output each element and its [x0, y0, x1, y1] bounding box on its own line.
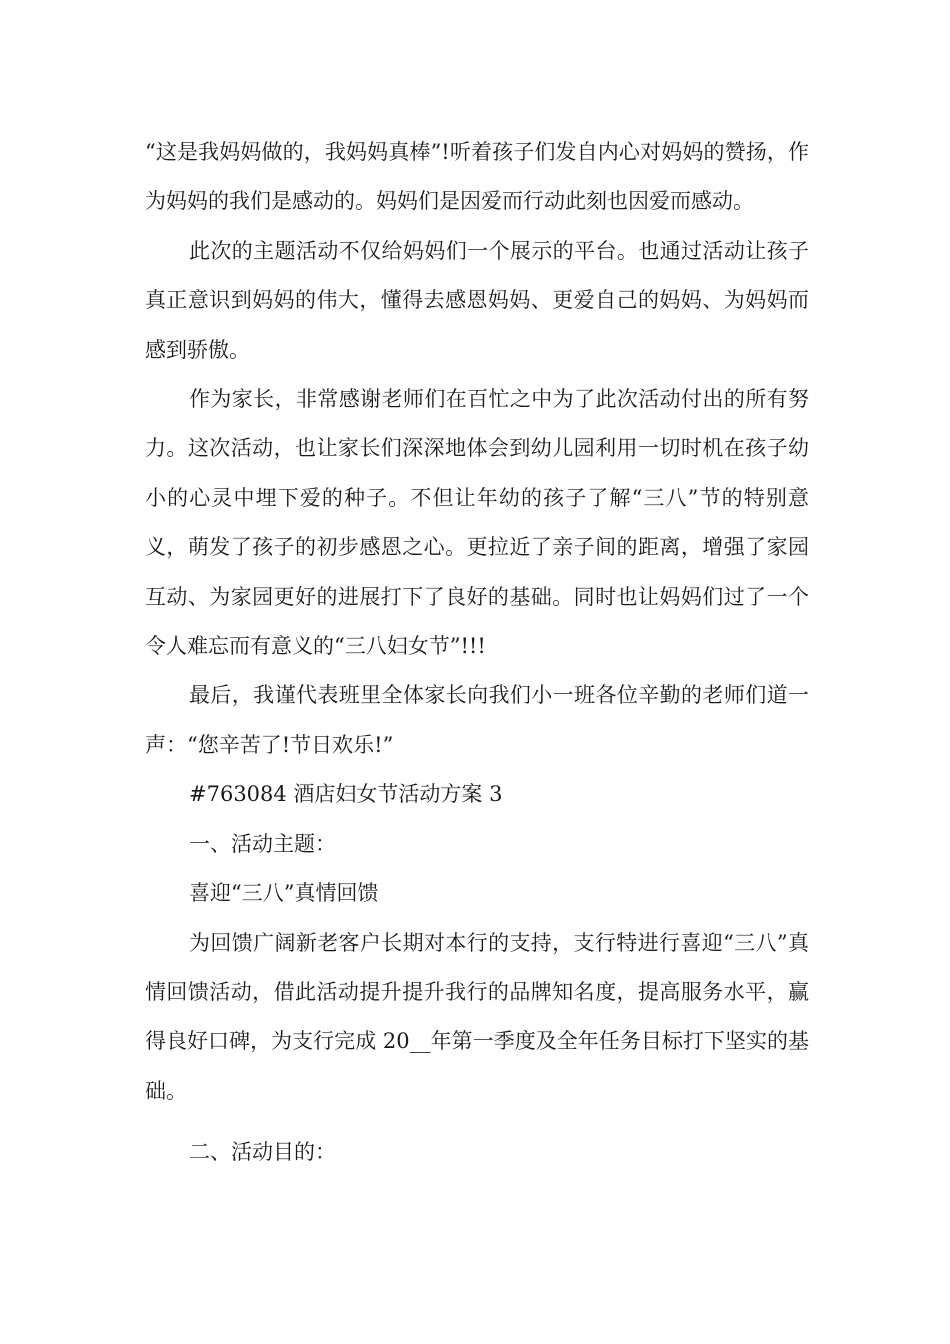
- heading-activity-theme: 一、活动主题：: [189, 831, 336, 856]
- paragraph-activity-purpose: 为回馈广阔新老客户长期对本行的支持，支行特进行喜迎“三八”真情回馈活动，借此活动提升提升我行的品牌知名度，提高服务水平，赢得良好口碑，为支行完成 20__年第一季度及全年任务目标打下坚实的基础。: [145, 930, 809, 1103]
- paragraph-praise: “这是我妈妈做的，我妈妈真棒”!听着孩子们发自内心对妈妈的赞扬，作为妈妈的我们是感动的。妈妈们是因爱而行动此刻也因爱而感动。: [145, 140, 809, 214]
- document-body: [145, 128, 809, 1178]
- heading-activity-goal: 二、活动目的：: [189, 1140, 336, 1165]
- section-heading: #763084 酒店妇女节活动方案 3: [189, 782, 503, 807]
- activity-theme-text: 喜迎“三八”真情回馈: [189, 881, 379, 906]
- paragraph-parent-thanks: 作为家长，非常感谢老师们在百忙之中为了此次活动付出的所有努力。这次活动，也让家长们深深地体会到幼儿园利用一切时机在孩子幼小的心灵中埋下爱的种子。不但让年幼的孩子了解“三八”节的特别意义，萌发了孩子的初步感恩之心。更拉近了亲子间的距离，增强了家园互动、为家园更好的进展打下了良好的基础。同时也让妈妈们过了一个令人难忘而有意义的“三八妇女节”!!!: [145, 387, 809, 659]
- paragraph-theme-activity: 此次的主题活动不仅给妈妈们一个展示的平台。也通过活动让孩子真正意识到妈妈的伟大，懂得去感恩妈妈、更爱自己的妈妈、为妈妈而感到骄傲。: [145, 238, 809, 362]
- paragraph-closing: 最后，我谨代表班里全体家长向我们小一班各位辛勤的老师们道一声：“您辛苦了!节日欢乐!”: [145, 683, 809, 757]
- paragraph-gap: [145, 1116, 809, 1128]
